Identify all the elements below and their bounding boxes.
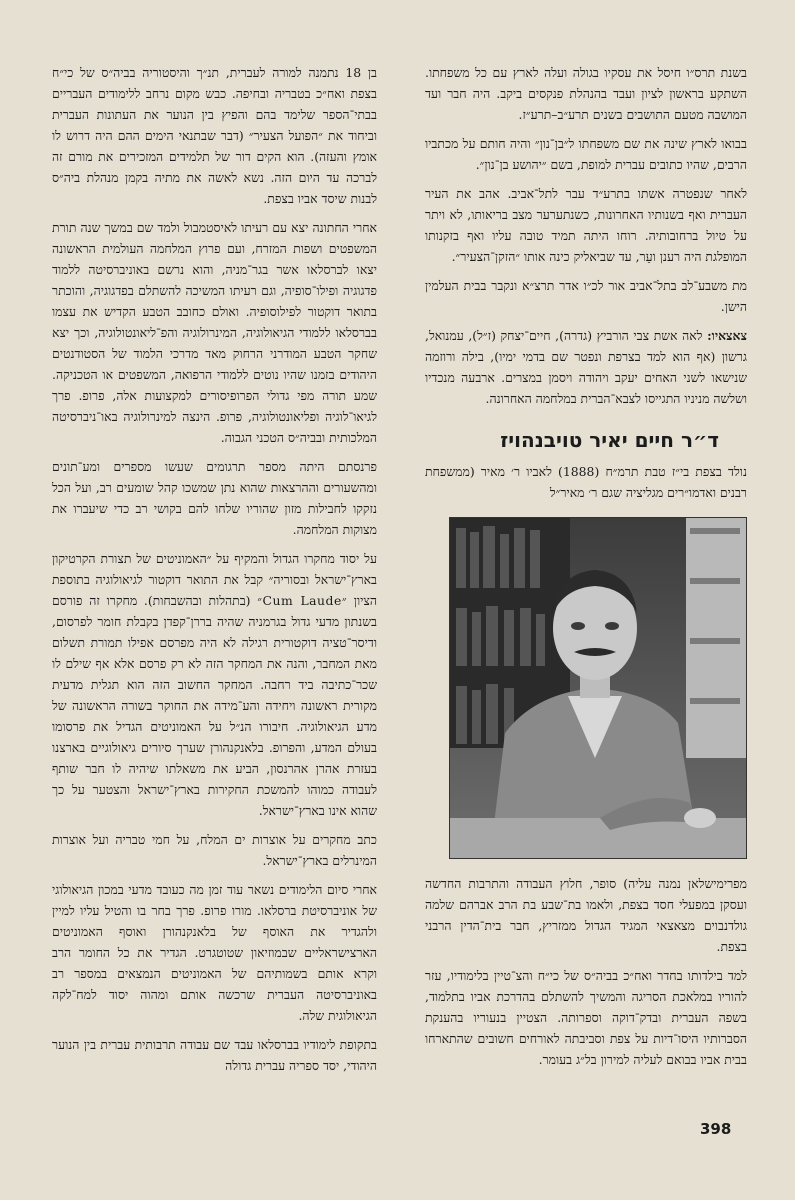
biography-heading: ד״ר חיים יאיר טויבנהויז [500, 428, 719, 452]
paragraph: בשנת תרס״ו חיסל את עסקיו בגולה ועלה לארץ עם כל משפחתו. השתקע בראשון לציון ועבד בהנהלת פנקסים ביקב. היה חבר ועד המושבה מטעם התושבים בשנים תרע״ב–תרע״ז. [425, 65, 747, 122]
descendants-paragraph [425, 325, 747, 409]
paragraph-part: (בתהלות ובהשבחות). מחקרו זה פורסם בשנתון מדעי גדול בגרמניה שהיה בררן־קפדן בקבלת חומר לפרסום, ודיסר־טציה דוקטורית רגילה לא היה מפרסם אפילו תמורת תשלום מאת המחבר, והנה את המחקר הזה לא רק פרסם אלא אף שילם לו שכר־כתיבה ביד רחבה. המחקר החשוב הזה הוא תגלית מדעית מקורית ראשונה ויחידה והע־מידה את החוקר בשורה הראשונה של מדע הגיאולוגיה. חיבורו הנ״ל על האמוניטים הגדיל את פרסומו בעולם המדע, והפרופ. בלאנקנהורן שערך סיורים גיאולוגיים בארצנו בעזרת אהרן אהרנסון, הביע את משאלתו שיהיה לו חבר שותף לעבודה כמוהו להמשכת החקירות בארץ־ישראל והצטער על כך שהוא אינו בארץ־ישראל. [52, 593, 377, 818]
paragraph: מפרימישלאן נמנה עליה) סופר, חלוץ העבודה והתרבות החדשה ועסקן במפעלי חסד בצפת, ולאמו בת־שבע בת הרב אברהם שלמה גולדנבוים מצאצאי המגיד הגדול ממזריץ, חבר בית־הדין הרבני בצפת. [425, 876, 747, 954]
descendants-label: צאצאיו: [707, 328, 747, 343]
paragraph: בן 18 נתמנה למורה לעברית, תנ״ך והיסטוריה בביה״ס של כי״ח בצפת ואח״כ בטבריה ובחיפה. כבש מקום נרחב ללימודים העבריים בבתי־הספר שלימד בהם והפיץ בין הנוער את העתונות העברית וביחוד את ״הפועל הצעיר״ (דבר שבתנאי הימים ההם היה דרוש לו אומץ והעזה). הוא הקים דור של תלמידים המזכירים את מורם זה לברכה עד היום הזה. נשא לאשה את מתיה בקמן מנהלת ביה״ס לבנות שיסד אביו בצפת. [52, 65, 377, 206]
descendants-text: לאה אשת צבי הורביץ (גדרה), חיים־יצחק (ז״ל), עמנואל, גרשון (אף הוא למד בצרפת ונפטר שם בדמי ימיו), בילה ורוזמה שנישאו לשני האחים יעקב ויהודה ויסמן במצרים. ארבעה מנכדיו ושלשה מניניו התגייסו לצבא־הברית במלחמה האחרונה. [425, 328, 747, 406]
page-number: 398 [700, 1120, 732, 1138]
left-column [52, 62, 377, 1084]
portrait-photo [449, 517, 747, 859]
paragraph: מת משבע־לב בתל־אביב אור לכ״ו אדר תרצ״א ונקבר בבית העלמין הישן. [425, 278, 747, 314]
paragraph: פרנסתם היתה מספר תרגומים שעשו מספרים ומע־תונים ומהשעורים וההרצאות שהוא נתן שמשכו קהל שומעים רב, ועל הכל נזקקו לחבילות מזון שהוריו שלחו להם בקושי רב כדי שיעברו את מצוקות המלחמה. [52, 459, 377, 537]
paragraph: בבואו לארץ שינה את שם משפחתו ל״בן־נון״ והיה חותם על מכתביו הרבים, שהיו כתובים עברית למופת, בשם ״יהושע בן־נון״. [425, 136, 747, 172]
right-column [425, 62, 747, 1078]
paragraph: לאחר שנפטרה אשתו בתרע״ד עבר לתל־אביב. אהב את העיר העברית ואף בשנותיו האחרונות, כשנתערער מצב בריאותו, לא ויתר על טיול ברחובותיה. רוחו היתה תמיד טובה עליו ואף בזקנותו המופלגת היה רענן ועֵר, עד שביאליק כינה אותו ״הזקן־הצעיר״. [425, 186, 747, 264]
paragraph-part: על יסוד מחקרו הגדול והמקיף על ״האמוניטים של תצורת הקרטיקון בארץ־ישראל ובסוריה״ קבל את התואר דוקטור לגיאולוגיה בתוספת הציון [52, 551, 377, 608]
paragraph: למד בילדותו בחדר ואח״כ בביה״ס של כי״ח והצ־טיין בלימודיו, עזר להוריו במלאכת הסריגה והמשיך להשתלם בהדרכת אביו בתלמוד, בשפה העברית ובדק־דוקה וספרותה. הצטיין בנעוריו בהענקת הסברותיו היסו־דיות על צפת וסביבתה לאורחים חשובים שהתארחו בבית אביו בבואם לעליה למירון בל״ג בעומר. [425, 968, 747, 1067]
paragraph: אחרי סיום הלימודים נשאר עוד זמן מה כעובד מדעי במכון הגיאולוגי של אוניברסיטת ברסלאו. מורו פרופ. פרך בחר בו והטיל עליו למיין ולהגדיר את האוסף של בלאנקנהורן ואוסף האמוניטים הארצישראליים שבמוזיאון שטוטגרט. הגדיר את כל החומר הרב וקרא אותם בשמותיהם של האמוניטים הנמצאים במספר רב באוניברסיטה העברית שרכשה אותם ומהוה יסוד למח־לקה הגיאולוגית שלה. [52, 882, 377, 1023]
paragraph: בתקופת לימודיו בברסלאו עבד שם עבודה תרבותית עברית בין הנוער היהודי, יסד ספריה עברית גדולה [52, 1037, 377, 1073]
cum-laude: ״Cum Laude״ [257, 593, 348, 608]
ammonites-paragraph [52, 548, 377, 821]
portrait-image [450, 518, 746, 858]
paragraph: אחרי החתונה יצא עם רעיתו לאיסטמבול ולמד שם במשך שנה תורת המשפטים ושפות המזרח, ועם פרוץ המלחמה העולמית הראשונה יצאו לברסלאו אשר בגר־מניה, והוא נרשם באוניברסיטה ללמוד פדגוגיה ופילו־סופיה, וגם רעיתו המשיכה להשתלם בפדגוגיה, והוכתר בתואר דוקטור לפילוסופיה. ואולם כחובב הטבע הקדיש את עצמו בברסלאו ללמודי הגיאולוגיה, המינרולוגיה והפ־ליאונטולוגיה, וכך יצא שחקר הטבע המודרני הרחוק מאד מדרכי הלמוד של הסטודנטים היהודים בזמנו שהיו נוטים ללמודי הרפואה, המשפטים או הטכניקה. שמע תורה מפי גדולי הפרופיסורים למקצועות אלה, פרופ. פרך לגיאו־לוגיה ופליאונטולוגיה, פרופ. הינצה למינרולוגיה באו־ניברסיטה המלכותית ובביה״ס הטכני הגבוה. [52, 220, 377, 445]
paragraph: כתב מחקרים על אוצרות ים המלח, על חמי טבריה ועל אוצרות המינרלים בארץ־ישראל. [52, 832, 377, 868]
paragraph: נולד בצפת בי״ז טבת תרמ״ח (1888) לאביו ר׳ מאיר (ממשפחת רבנים ואדמו״רים מגליציה שגם ר׳ מאיר״ל [425, 464, 748, 500]
